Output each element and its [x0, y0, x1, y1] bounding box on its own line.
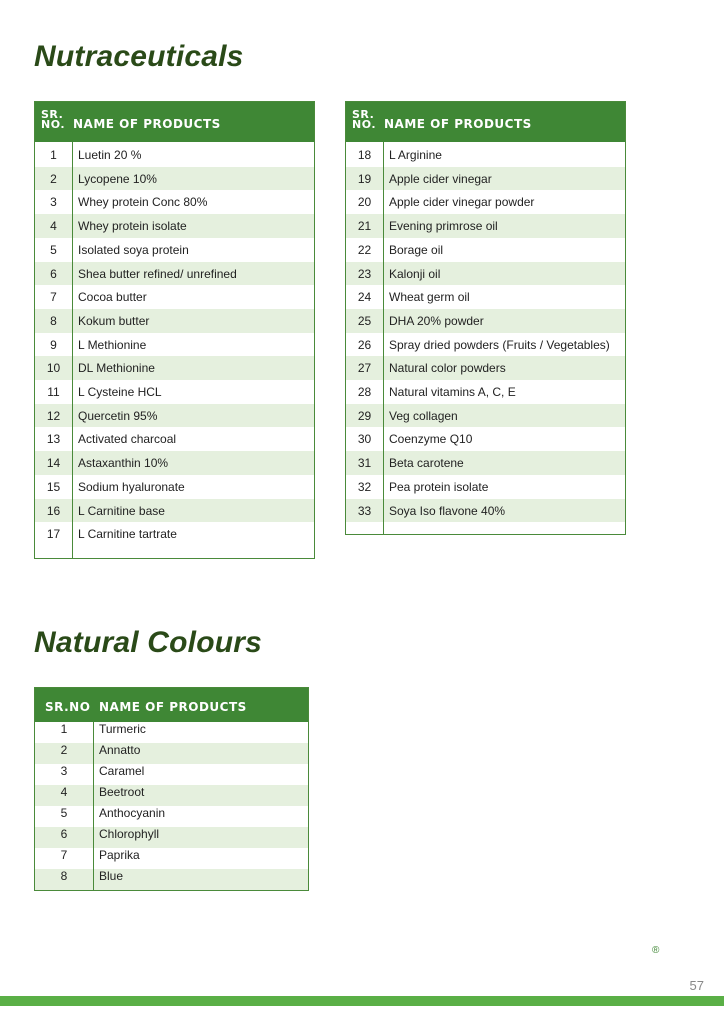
sr-no-cell: 4	[50, 219, 57, 234]
product-name-cell: Whey protein Conc 80%	[78, 195, 208, 210]
sr-no-cell: 2	[60, 743, 68, 757]
product-name-cell: L Carnitine base	[78, 503, 165, 518]
sr-no-header: SR. NO.	[41, 108, 65, 131]
product-name-cell: Luetin 20 %	[78, 148, 142, 162]
table-row	[35, 404, 314, 428]
table-row	[346, 238, 625, 262]
product-name-cell: Chlorophyll	[99, 827, 160, 841]
sr-no-cell: 32	[357, 479, 372, 494]
product-name-cell: L Carnitine tartrate	[78, 527, 177, 542]
product-name-cell: Caramel	[99, 764, 145, 778]
sr-no-cell: 26	[357, 337, 372, 352]
product-name-cell: Blue	[99, 869, 124, 883]
sr-no-cell: 2	[50, 171, 57, 186]
table-row	[35, 869, 308, 890]
sr-no-cell: 8	[60, 869, 68, 883]
product-name-cell: Veg collagen	[389, 408, 458, 423]
table-row	[35, 262, 314, 286]
sr-no-cell: 25	[357, 313, 372, 328]
sr-no-cell: 28	[357, 385, 372, 399]
product-name-cell: Natural color powders	[389, 361, 506, 376]
table-row	[35, 309, 314, 333]
table-row	[35, 380, 314, 404]
sr-no-cell: 1	[60, 722, 68, 736]
sr-no-header: SR.NO	[45, 700, 91, 714]
table-row	[346, 143, 625, 167]
table-header	[35, 688, 308, 722]
product-name-cell: Annatto	[99, 743, 141, 757]
sr-no-cell: 16	[46, 503, 61, 518]
table-row	[35, 522, 314, 546]
sr-no-cell: 10	[46, 361, 61, 376]
table-row	[346, 499, 625, 523]
sr-no-cell: 15	[46, 479, 61, 494]
nutraceuticals-title: Nutraceuticals	[34, 40, 244, 73]
sr-no-cell: 21	[357, 219, 372, 234]
sr-no-cell: 18	[357, 148, 372, 162]
table-row	[35, 848, 308, 869]
table-row	[346, 475, 625, 499]
sr-no-cell: 27	[357, 361, 372, 376]
product-name-cell: Kalonji oil	[389, 266, 441, 281]
table-row	[35, 167, 314, 191]
column-divider	[383, 142, 384, 534]
table-row	[35, 806, 308, 827]
nutraceuticals-table-right	[345, 101, 626, 535]
sr-no-cell: 17	[46, 527, 61, 542]
table-row	[346, 356, 625, 380]
table-row	[35, 451, 314, 475]
product-name-cell: Kokum butter	[78, 313, 150, 328]
product-name-cell: L Methionine	[78, 337, 147, 352]
table-row	[35, 499, 314, 523]
product-name-cell: Borage oil	[389, 242, 444, 257]
table-row	[35, 333, 314, 357]
product-name-cell: Beetroot	[99, 785, 145, 799]
product-name-cell: Apple cider vinegar	[389, 171, 492, 186]
nutraceuticals-table-left	[34, 101, 315, 559]
product-name-cell: Coenzyme Q10	[389, 432, 473, 447]
product-name-cell: Wheat germ oil	[389, 290, 470, 305]
product-name-cell: L Arginine	[389, 148, 442, 162]
footer-bar	[0, 996, 724, 1006]
sr-no-cell: 5	[60, 806, 68, 820]
product-name-cell: Quercetin 95%	[78, 408, 158, 423]
table-row	[35, 785, 308, 806]
sr-no-cell: 1	[50, 148, 57, 162]
product-name-cell: Astaxanthin 10%	[78, 456, 169, 471]
table-row	[35, 764, 308, 785]
sr-no-cell: 8	[50, 313, 57, 328]
product-name-cell: L Cysteine HCL	[78, 385, 162, 399]
sr-no-cell: 6	[50, 266, 57, 281]
product-name-cell: DHA 20% powder	[389, 313, 484, 328]
column-divider	[72, 142, 73, 558]
page-number: 57	[689, 978, 704, 993]
table-row	[35, 143, 314, 167]
sr-no-cell: 14	[46, 456, 61, 471]
product-name-cell: Spray dried powders (Fruits / Vegetables)	[389, 337, 610, 352]
sr-no-cell: 12	[46, 408, 61, 423]
table-row	[35, 214, 314, 238]
table-row	[35, 285, 314, 309]
product-name-cell: Beta carotene	[389, 456, 464, 471]
table-row	[35, 827, 308, 848]
table-row	[346, 309, 625, 333]
product-name-cell: Soya Iso flavone 40%	[389, 503, 506, 518]
product-name-cell: Pea protein isolate	[389, 479, 489, 494]
sr-no-cell: 7	[60, 848, 68, 862]
sr-no-cell: 22	[357, 242, 372, 257]
sr-no-cell: 33	[357, 503, 372, 518]
sr-no-cell: 19	[357, 171, 372, 186]
product-name-cell: Whey protein isolate	[78, 219, 187, 234]
name-header: NAME OF PRODUCTS	[99, 700, 247, 714]
sr-no-cell: 31	[357, 456, 372, 471]
table-row	[35, 356, 314, 380]
natural-colours-table	[34, 687, 309, 891]
sr-no-header: SR. NO.	[352, 108, 376, 131]
sr-no-cell: 23	[357, 266, 372, 281]
sr-no-cell: 9	[50, 337, 57, 352]
table-row	[346, 427, 625, 451]
table-row	[35, 743, 308, 764]
product-name-cell: Lycopene 10%	[78, 171, 157, 186]
product-name-cell: Sodium hyaluronate	[78, 479, 185, 494]
table-row	[35, 722, 308, 743]
product-name-cell: Natural vitamins A, C, E	[389, 385, 516, 399]
table-row	[35, 190, 314, 214]
table-row	[346, 380, 625, 404]
product-name-cell: Evening primrose oil	[389, 219, 498, 234]
table-row	[346, 451, 625, 475]
table-row	[346, 190, 625, 214]
table-row	[346, 262, 625, 286]
table-row	[35, 238, 314, 262]
sr-no-cell: 4	[60, 785, 68, 799]
sr-no-cell: 5	[50, 242, 57, 257]
sr-no-cell: 3	[60, 764, 68, 778]
product-name-cell: Anthocyanin	[99, 806, 166, 820]
natural-colours-title: Natural Colours	[34, 626, 263, 659]
column-divider	[93, 722, 94, 890]
table-header	[35, 102, 314, 142]
sr-no-cell: 29	[357, 408, 372, 423]
sr-no-cell: 30	[357, 432, 372, 447]
table-row	[35, 427, 314, 451]
product-name-cell: Apple cider vinegar powder	[389, 195, 535, 210]
table-row	[346, 214, 625, 238]
name-header: NAME OF PRODUCTS	[384, 117, 532, 131]
name-header: NAME OF PRODUCTS	[73, 117, 221, 131]
table-row	[346, 167, 625, 191]
product-name-cell: DL Methionine	[78, 361, 155, 376]
registered-mark: ®	[652, 945, 660, 956]
product-name-cell: Shea butter refined/ unrefined	[78, 266, 237, 281]
table-header	[346, 102, 625, 142]
product-name-cell: Paprika	[99, 848, 140, 862]
sr-no-cell: 7	[50, 290, 57, 305]
product-name-cell: Cocoa butter	[78, 290, 147, 305]
product-name-cell: Activated charcoal	[78, 432, 177, 447]
sr-no-cell: 20	[357, 195, 372, 210]
sr-no-cell: 13	[46, 432, 61, 447]
table-row	[346, 333, 625, 357]
product-name-cell: Turmeric	[99, 722, 146, 736]
table-row	[35, 475, 314, 499]
sr-no-cell: 6	[60, 827, 68, 841]
sr-no-cell: 11	[47, 385, 60, 399]
sr-no-cell: 24	[357, 290, 372, 305]
table-row	[346, 285, 625, 309]
sr-no-cell: 3	[50, 195, 57, 210]
product-name-cell: Isolated soya protein	[78, 242, 189, 257]
table-row	[346, 404, 625, 428]
